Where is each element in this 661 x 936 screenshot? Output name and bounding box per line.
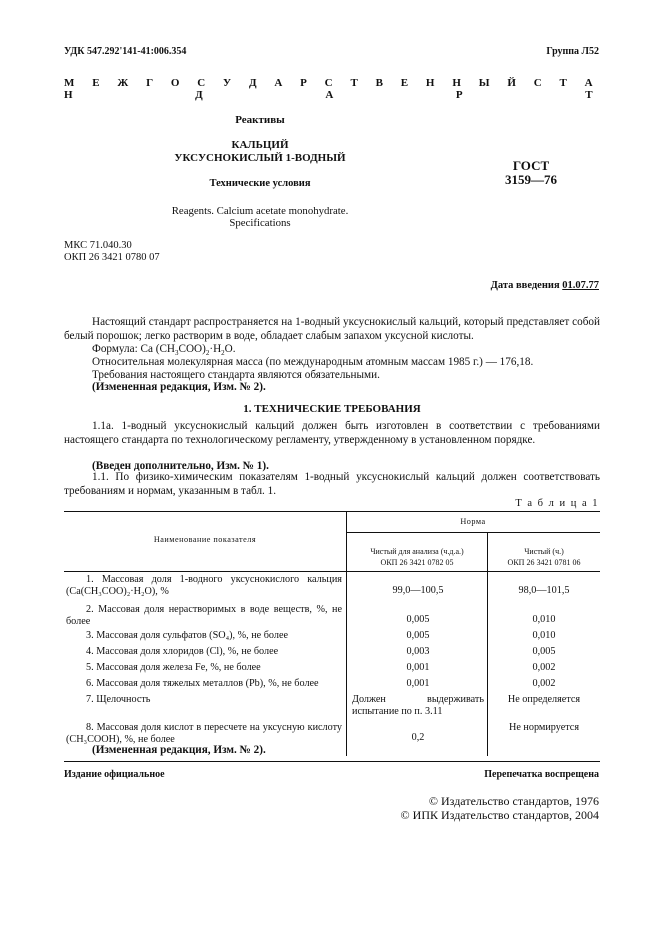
- table-cell-pure: Не определяется: [507, 694, 581, 705]
- group-code: Группа Л52: [546, 46, 599, 57]
- table-cell-pure-analysis: 0,005: [406, 614, 430, 625]
- english-title-line1: Reagents. Calcium acetate monohydrate.: [171, 205, 349, 217]
- col-header-name: Наименование показателя: [153, 535, 257, 544]
- formula-part4: O.: [224, 343, 236, 355]
- table-cell-pure-analysis: 0,001: [406, 662, 430, 673]
- table-norm-rule: [346, 532, 600, 533]
- col-header-pure-analysis: [348, 546, 486, 568]
- col-header-norm: Норма: [460, 517, 486, 526]
- intro-date-label: Дата введения: [490, 280, 563, 291]
- table-row-name: 1. Массовая доля 1-водного уксуснокислого кальция (Ca(CH₃COO)₂·H₂O), %: [66, 574, 342, 597]
- table-revision-note: (Измененная редакция, Изм. № 2).: [92, 744, 266, 756]
- table-cell-pure: 0,010: [532, 614, 556, 625]
- doc-subtitle: Технические условия: [209, 178, 311, 189]
- col-header-pure-title: Чистый (ч.): [524, 547, 564, 556]
- table-cell-pure-analysis: Должен выдерживать испытание по п. 3.11: [352, 694, 484, 717]
- mandatory-note: Требования настоящего стандарта являются обязательными.: [92, 369, 380, 381]
- udk-code: УДК 547.292'141-41:006.354: [64, 46, 187, 57]
- doc-title-line1: КАЛЬЦИЙ: [231, 139, 289, 151]
- col-header-pure: [488, 546, 600, 568]
- revision-note: (Измененная редакция, Изм. № 2).: [92, 381, 266, 393]
- table-top-rule: [64, 511, 600, 512]
- table-row-name: 6. Массовая доля тяжелых металлов (Pb), %, не более: [86, 678, 319, 689]
- gost-label: ГОСТ: [512, 158, 550, 173]
- table-row-name: 3. Массовая доля сульфатов (SO₄), %, не более: [86, 630, 289, 641]
- official-edition: Издание официальное: [64, 769, 165, 780]
- intro-date-value: 01.07.77: [562, 280, 599, 291]
- okp-code: ОКП 26 3421 0780 07: [64, 252, 160, 263]
- table-row-name: 8. Массовая доля кислот в пересчете на уксусную кислоту (CH₃COOH), %, не более: [66, 722, 342, 745]
- col-header-pure-analysis-okp: ОКП 26 3421 0782 05: [380, 558, 454, 567]
- table-cell-pure-analysis: 0,003: [406, 646, 430, 657]
- table-row-name: 7. Щелочность: [86, 694, 151, 705]
- table-cell-pure: 0,002: [532, 662, 556, 673]
- clause-1-1a: 1.1а. 1-водный уксуснокислый кальций должен быть изготовлен в соответствии с требованиями настоящего стандарта по технологическому регламенту, утвержденному в установленном порядке.: [64, 420, 600, 446]
- table-cell-pure: 0,005: [532, 646, 556, 657]
- molecular-mass: Относительная молекулярная масса (по международным атомным массам 1985 г.) — 176,18.: [92, 356, 534, 368]
- english-title-line2: Specifications: [229, 217, 291, 229]
- table-label: Т а б л и ц а 1: [515, 498, 599, 509]
- table-row-name: 2. Массовая доля нерастворимых в воде веществ, %, не более: [66, 604, 342, 627]
- table-row-name: 5. Массовая доля железа Fe, %, не более: [86, 662, 261, 673]
- col-header-pure-analysis-title: Чистый для анализа (ч.д.а.): [370, 547, 464, 556]
- gost-number: 3159—76: [505, 172, 557, 187]
- section-heading: 1. ТЕХНИЧЕСКИЕ ТРЕБОВАНИЯ: [243, 403, 421, 415]
- formula-part1: Формула: Ca (CH: [92, 343, 175, 355]
- reprint-forbidden: Перепечатка воспрещена: [484, 769, 599, 780]
- table-cell-pure-analysis: 99,0—100,5: [392, 585, 444, 596]
- table-header-rule: [64, 571, 600, 572]
- table-row-name: 4. Массовая доля хлоридов (Cl), %, не более: [86, 646, 279, 657]
- intro-paragraph: Настоящий стандарт распространяется на 1-водный уксуснокислый кальций, который представляет собой белый порошок; легко растворим в воде, обладает слабым запахом уксусной кислоты.: [64, 316, 600, 342]
- formula: Формула: Ca $(CH_3COO)_2\cdot H_2O$.: [92, 343, 236, 358]
- copyright-1976: © Издательство стандартов, 1976: [428, 794, 599, 808]
- table-cell-pure: Не нормируется: [508, 722, 580, 733]
- mks-code: МКС 71.040.30: [64, 240, 132, 251]
- table-col-divider-1: [346, 511, 347, 756]
- formula-part3: ·H: [209, 343, 222, 355]
- table-cell-pure: 98,0—101,5: [518, 585, 570, 596]
- table-cell-pure: 0,002: [532, 678, 556, 689]
- col-header-pure-okp: ОКП 26 3421 0781 06: [507, 558, 581, 567]
- copyright-2004: © ИПК Издательство стандартов, 2004: [400, 808, 599, 822]
- clause-1-1: 1.1. По физико-химическим показателям 1-водный уксуснокислый кальций должен соответствовать требованиям и нормам, указанным в табл. 1.: [64, 471, 600, 497]
- footer-rule: [64, 761, 600, 762]
- table-cell-pure-analysis: 0,001: [406, 678, 430, 689]
- formula-part2: COO): [178, 343, 206, 355]
- doc-category: Реактивы: [235, 114, 285, 126]
- doc-title-line2: УКСУСНОКИСЛЫЙ 1-ВОДНЫЙ: [174, 152, 346, 164]
- standard-type: М Е Ж Г О С У Д А Р С Т В Е Н Н Ы Й С Т А Н Д А Р Т: [64, 77, 600, 101]
- table-cell-pure-analysis: 0,005: [406, 630, 430, 641]
- clause-1-1a-note: (Введен дополнительно, Изм. № 1).: [92, 460, 269, 472]
- table-cell-pure: 0,010: [532, 630, 556, 641]
- table-cell-pure-analysis: 0,2: [411, 732, 425, 743]
- intro-date: [491, 280, 599, 291]
